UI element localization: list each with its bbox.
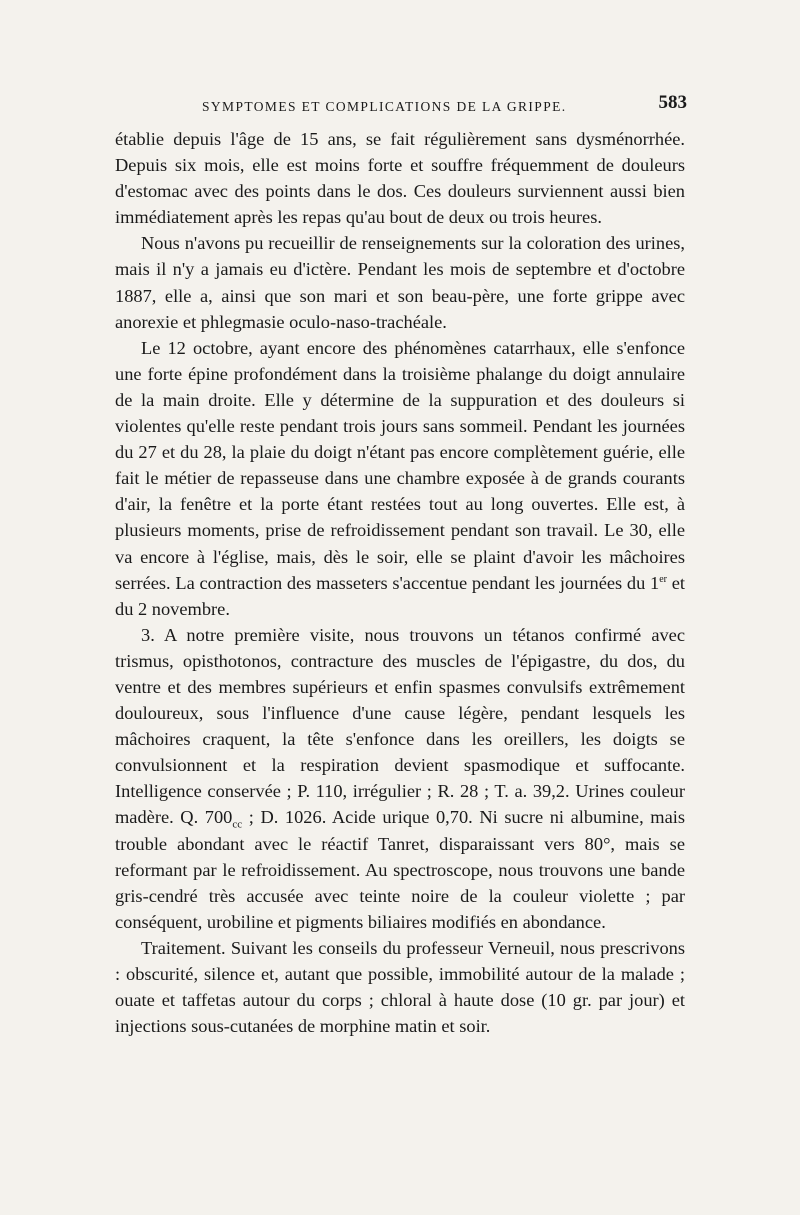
paragraph-text: Le 12 octobre, ayant encore des phénomènes catarrhaux, elle s'enfonce une forte épine profondément dans la troisième phalange du doigt annulaire de la main droite. Elle y détermine de la suppuration et des douleurs si violentes qu'elle reste pendant trois jours sans sommeil. Pendant les journées du 27 et du 28, la plaie du doigt n'étant pas encore complètement guérie, elle fait le métier de repasseuse dans une chambre exposée à de grands courants d'air, la fenêtre et la porte étant restées tout au long ouvertes. Elle est, à plusieurs moments, prise de refroidissement pendant son travail. Le 30, elle va encore à l'église, mais, dès le soir, elle se plaint d'avoir les mâchoires serrées. La contraction des masseters s'accentue pendant les journées du xyxy=(115,337,685,593)
paragraph xyxy=(115,230,685,334)
paragraph-text: 3. A notre première visite, nous trouvons un tétanos confirmé avec trismus, opisthotonos, contracture des muscles de l'épigastre, du dos, du ventre et des membres supérieurs et enfin spasmes convulsifs extrêmement douloureux, sous l'influence d'une cause légère, pendant lesquels les mâchoires craquent, la tête s'enfonce dans les oreillers, les doigts se convulsionnent et la respiration devient spasmodique et suffocante. Intelligence conservée ; P. 110, irrégulier ; R. 28 ; T. a. 39,2. Urines couleur madère. Q. 700 xyxy=(115,624,685,828)
paragraph xyxy=(115,622,685,935)
ordinal-superscript: er xyxy=(659,573,667,585)
paragraph xyxy=(115,335,685,622)
paragraph-treatment xyxy=(115,935,685,1039)
unit-subscript: cc xyxy=(232,819,243,832)
running-title: SYMPTOMES ET COMPLICATIONS DE LA GRIPPE. xyxy=(202,99,567,114)
paragraph-text-end: ; D. 1026. Acide urique 0,70. Ni sucre ni albumine, mais trouble abondant avec le réactif Tanret, disparaissant vers 80°, mais se reformant par le refroidissement. Au spectroscope, nous trouvons une bande gris-cendré très accusée avec teinte noire de la couleur violette ; par conséquent, urobiline et pigments biliaires modifiés en abondance. xyxy=(115,807,685,932)
running-head xyxy=(115,92,685,126)
body-text xyxy=(115,126,685,1039)
paragraph-text-end: et du 2 novembre. xyxy=(115,572,685,619)
page-number: 583 xyxy=(658,92,687,113)
paragraph-continuation xyxy=(115,126,685,230)
paragraph-text: Traitement. Suivant les conseils du professeur Verneuil, nous prescrivons : obscurité, silence et, autant que possible, immobilité autour de la malade ; ouate et taffetas autour du corps ; chloral à haute dose (10 gr. par jour) et injections sous-cutanées de morphine matin et soir. xyxy=(115,937,685,1037)
date-day: 1 xyxy=(650,572,660,593)
book-page xyxy=(115,92,685,1039)
paragraph-text: établie depuis l'âge de 15 ans, se fait régulièrement sans dysménorrhée. Depuis six mois, elle est moins forte et souffre fréquemment de douleurs d'estomac avec des points dans le dos. Ces douleurs surviennent aussi bien immédiatement après les repas qu'au bout de deux ou trois heures. xyxy=(115,129,685,228)
paragraph-text: Nous n'avons pu recueillir de renseignements sur la coloration des urines, mais il n'y a jamais eu d'ictère. Pendant les mois de septembre et d'octobre 1887, elle a, ainsi que son mari et son beau-père, une forte grippe avec anorexie et phlegmasie oculo-naso-trachéale. xyxy=(115,233,685,332)
